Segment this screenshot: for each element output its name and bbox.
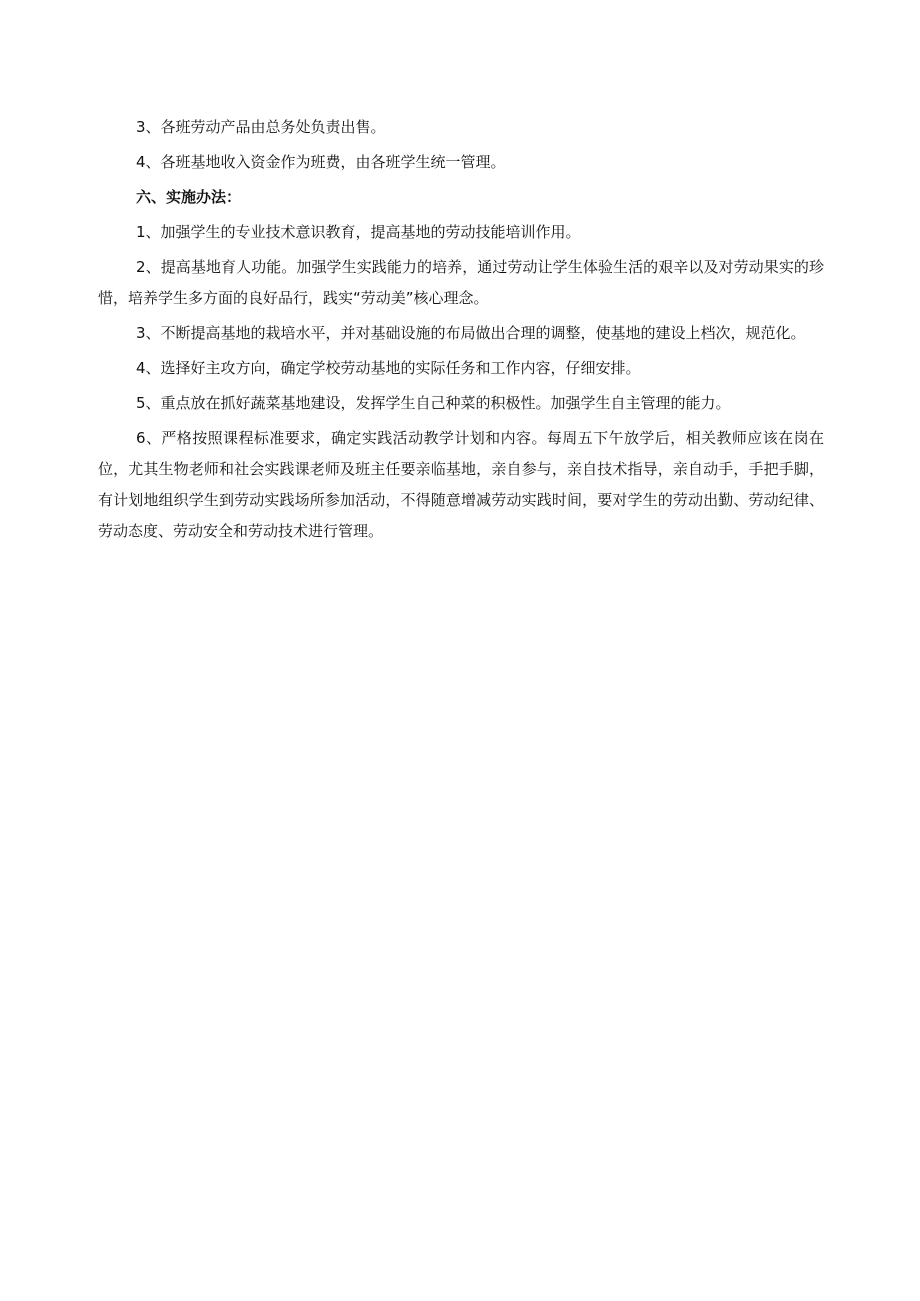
paragraph-item-3-cultivation: 3、不断提高基地的栽培水平，并对基础设施的布局做出合理的调整，使基地的建设上档次，规范化。 xyxy=(136,324,806,342)
paragraph-item-3-sales: 3、各班劳动产品由总务处负责出售。 xyxy=(136,118,386,136)
paragraph-item-4-income: 4、各班基地收入资金作为班费，由各班学生统一管理。 xyxy=(136,153,506,171)
section-heading-implementation: 六、实施办法： xyxy=(136,188,242,206)
document-body xyxy=(98,112,824,551)
paragraph-item-1-education: 1、加强学生的专业技术意识教育，提高基地的劳动技能培训作用。 xyxy=(136,223,581,241)
paragraph-item-6-curriculum: 6、严格按照课程标准要求，确定实践活动教学计划和内容。每周五下午放学后，相关教师应该在岗在位，尤其生物老师和社会实践课老师及班主任要亲临基地，亲自参与，亲自技术指导，亲自动手，手把手脚，有计划地组织学生到劳动实践场所参加活动，不得随意增减劳动实践时间，要对学生的劳动出勤、劳动纪律、劳动态度、劳动安全和劳动技术进行管理。 xyxy=(98,429,824,540)
paragraph-item-2-function: 2、提高基地育人功能。加强学生实践能力的培养，通过劳动让学生体验生活的艰辛以及对劳动果实的珍惜，培养学生多方面的良好品行，践实“劳动美”核心理念。 xyxy=(98,258,824,307)
paragraph-item-5-vegetables: 5、重点放在抓好蔬菜基地建设，发挥学生自己种菜的积极性。加强学生自主管理的能力。 xyxy=(136,394,731,412)
paragraph-item-4-direction: 4、选择好主攻方向，确定学校劳动基地的实际任务和工作内容，仔细安排。 xyxy=(136,359,641,377)
